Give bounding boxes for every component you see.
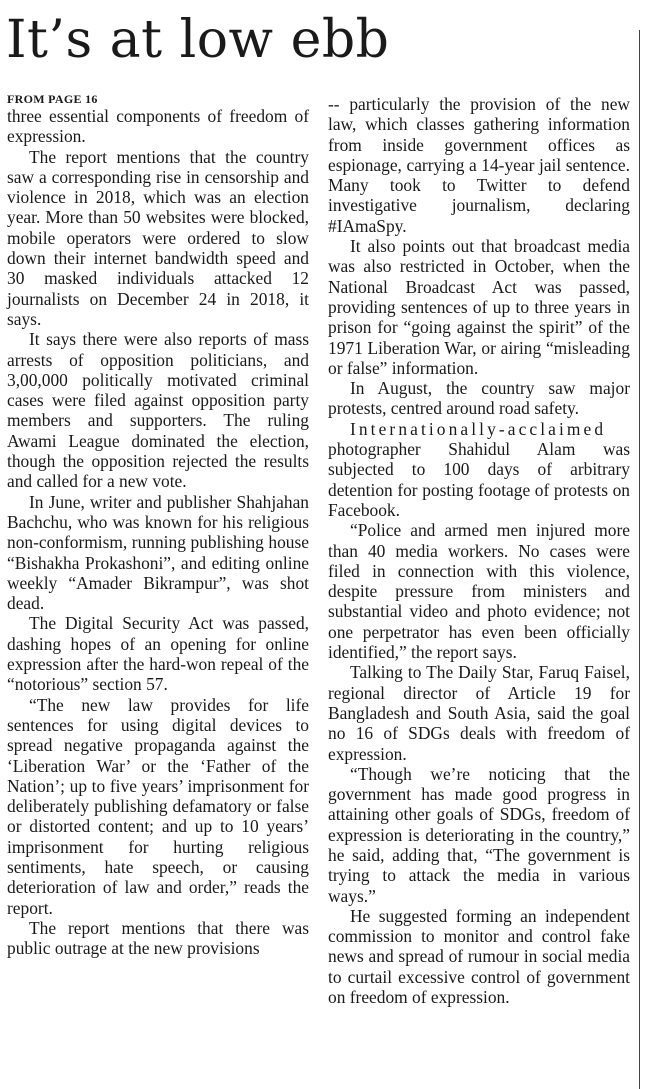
paragraph: “Police and armed men injured more than 40 media workers. No cases were filed in connection with this violence, despite pressure from ministers and substantial video and photo evidence; not one perpetrator has even been officially identified,” the report says.: [328, 520, 630, 663]
paragraph-spaced-line: Internationally-acclaimed: [350, 418, 607, 439]
paragraph: In June, writer and publisher Shahjahan Bachchu, who was known for his religious non-conformism, running publishing house “Bishakha Prokashoni”, and editing online weekly “Amader Bikrampur”, was shot dead.: [7, 491, 309, 614]
paragraph: The Digital Security Act was passed, dashing hopes of an opening for online expression after the hard-won repeal of the “notorious” section 57.: [7, 613, 309, 695]
paragraph-continuation: photographer Shahidul Alam was subjected to 100 days of arbitrary detention for posting footage of protests on Facebook.: [328, 439, 630, 520]
paragraph: He suggested forming an independent commission to monitor and control fake news and spread of rumour in social media to curtail excessive control of government on freedom of expression.: [328, 905, 630, 1008]
paragraph: The report mentions that there was public outrage at the new provisions: [7, 917, 309, 959]
paragraph: -- particularly the provision of the new law, which classes gathering information from inside government offices as espionage, carrying a 14-year jail sentence. Many took to Twitter to defend investigative journalism, declaring #IAmaSpy.: [328, 94, 630, 236]
article-column-right: [328, 94, 630, 1007]
paragraph: It also points out that broadcast media was also restricted in October, when the National Broadcast Act was passed, providing sentences of up to three years in prison for “going against the spirit” of the 1971 Liberation War, or airing “misleading or false” information.: [328, 236, 630, 378]
paragraph: three essential components of freedom of expression.: [7, 106, 309, 147]
paragraph: In August, the country saw major protests, centred around road safety.: [328, 378, 630, 419]
paragraph: The report mentions that the country saw a corresponding rise in censorship and violence in 2018, which was an election year. More than 50 websites were blocked, mobile operators were ordered to slow down their internet bandwidth speed and 30 masked individuals attacked 12 journalists on December 24 in 2018, it says.: [7, 146, 309, 329]
column-divider-rule: [639, 30, 640, 1089]
jump-line: FROM PAGE 16: [7, 92, 98, 106]
article-column-left: [7, 92, 309, 958]
paragraph: It says there were also reports of mass arrests of opposition politicians, and 3,00,000 politically motivated criminal cases were filed against opposition party members and supporters. The ruling Awami League dominated the election, though the opposition rejected the results and called for a new vote.: [7, 329, 309, 492]
headline: It’s at low ebb: [6, 10, 390, 70]
paragraph: “The new law provides for life sentences for using digital devices to spread negative propaganda against the ‘Liberation War’ or the ‘Father of the Nation’; up to five years’ imprisonment for deliberately publishing defamatory or false or distorted content; and up to 10 years’ imprisonment for hurting religious sentiments, hate speech, or causing deterioration of law and order,” reads the report.: [7, 694, 309, 918]
paragraph: Talking to The Daily Star, Faruq Faisel, regional director of Article 19 for Bangladesh and South Asia, said the goal no 16 of SDGs deals with freedom of expression.: [328, 662, 630, 764]
paragraph: “Though we’re noticing that the government has made good progress in attaining other goals of SDGs, freedom of expression is deteriorating in the country,” he said, adding that, “The government is trying to attack the media in various ways.”: [328, 763, 630, 906]
